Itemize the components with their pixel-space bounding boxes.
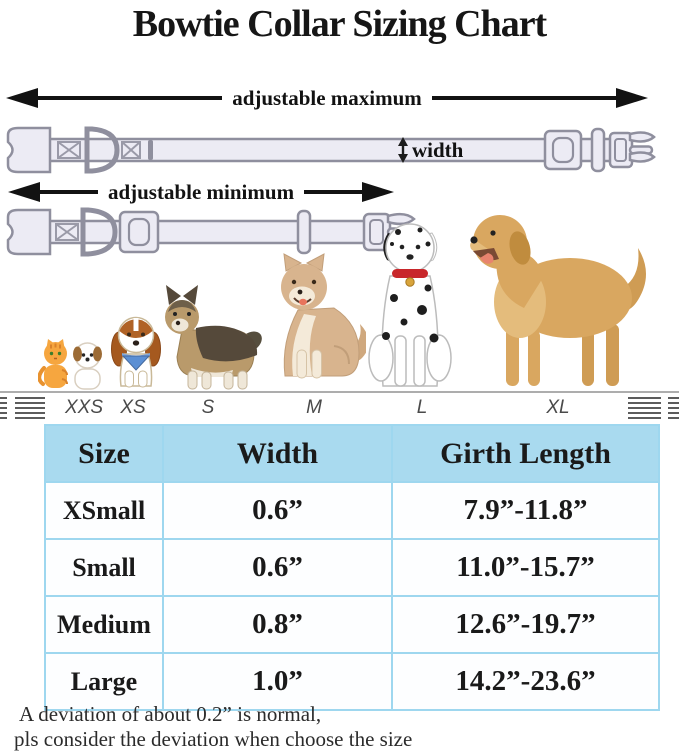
width-label: width	[412, 138, 464, 162]
width-cell: 0.8”	[163, 596, 392, 653]
page-title: Bowtie Collar Sizing Chart	[132, 3, 547, 45]
deviation-note	[14, 702, 412, 752]
scale-label-l: L	[416, 397, 428, 418]
arrowhead-right-icon	[362, 182, 394, 202]
table-row-medium	[45, 596, 659, 653]
golden-retriever-illustration	[454, 200, 650, 390]
measuring-tape-scale	[0, 391, 679, 424]
col-header-size: Size	[45, 425, 163, 482]
tape-hatch-icon	[668, 397, 679, 419]
dalmatian-illustration	[364, 218, 456, 390]
tape-hatch-icon	[15, 397, 45, 419]
size-cell: XSmall	[45, 482, 163, 539]
girth-cell: 14.2”-23.6”	[392, 653, 659, 710]
dimension-line	[432, 96, 616, 100]
arrowhead-left-icon	[6, 88, 38, 108]
girth-cell: 12.6”-19.7”	[392, 596, 659, 653]
deviation-note-line2: pls consider the deviation when choose the size	[14, 726, 413, 751]
size-cell: Large	[45, 653, 163, 710]
shiba-inu-illustration	[264, 252, 366, 390]
table-header-row	[45, 425, 659, 482]
dimension-line	[304, 190, 362, 194]
deviation-note-line1: A deviation of about 0.2” is normal,	[19, 702, 322, 726]
width-cell: 0.6”	[163, 482, 392, 539]
width-cell: 0.6”	[163, 539, 392, 596]
collar-tag-icon	[406, 278, 414, 286]
corgi-illustration	[158, 278, 262, 390]
girth-cell: 7.9”-11.8”	[392, 482, 659, 539]
col-header-girth: Girth Length	[392, 425, 659, 482]
cat-and-puppy-illustration	[38, 338, 104, 390]
table-row-small	[45, 539, 659, 596]
scale-label-xs: XS	[120, 397, 146, 418]
basset-hound-illustration	[110, 308, 162, 390]
sizing-table	[44, 424, 660, 711]
width-cell: 1.0”	[163, 653, 392, 710]
tape-hatch-icon	[0, 397, 7, 419]
dimension-line	[38, 96, 222, 100]
scale-label-s: S	[201, 397, 215, 418]
dimension-line	[40, 190, 98, 194]
adjustable-maximum-dimension	[6, 86, 648, 110]
size-cell: Medium	[45, 596, 163, 653]
adjustable-maximum-label: adjustable maximum	[232, 85, 422, 110]
arrowhead-left-icon	[8, 182, 40, 202]
scale-label-xxs: XXS	[64, 397, 104, 418]
col-header-width: Width	[163, 425, 392, 482]
table-row-xsmall	[45, 482, 659, 539]
tape-hatch-icon	[628, 397, 661, 419]
girth-cell: 11.0”-15.7”	[392, 539, 659, 596]
scale-label-m: M	[306, 397, 322, 418]
red-collar	[392, 269, 428, 278]
collar-maximum-illustration	[0, 120, 660, 180]
size-cell: Small	[45, 539, 163, 596]
arrowhead-right-icon	[616, 88, 648, 108]
scale-label-xl: XL	[546, 397, 570, 418]
adjustable-minimum-label: adjustable minimum	[107, 179, 295, 204]
adjustable-minimum-dimension	[8, 180, 394, 204]
